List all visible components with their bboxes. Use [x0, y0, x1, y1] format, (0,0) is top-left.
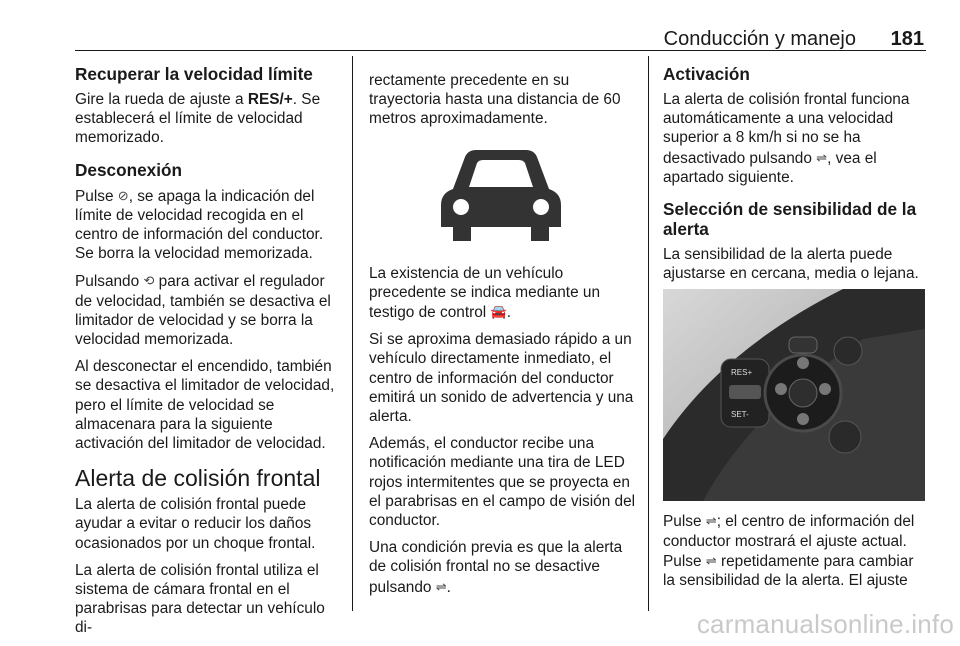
column-divider-1 — [352, 56, 353, 611]
cruise-control-icon: ⟲ — [143, 273, 155, 289]
paragraph-disconnect-1: Pulse ⊘, se apaga la indicación del límite de velocidad recogida en el centro de información del conductor. Se borra la velocidad memorizada. — [75, 187, 324, 263]
steering-wheel-controls-image — [663, 289, 925, 501]
steering-wheel-photo — [663, 289, 925, 501]
paragraph-continuation: rectamente precedente en su trayectoria hasta una distancia de 60 metros aproximadamente. — [369, 72, 621, 128]
header-rule — [75, 50, 926, 51]
paragraph-recover: Gire la rueda de ajuste a RES/+. Se establecerá el límite de velocidad memorizado. — [75, 91, 321, 147]
heading-disconnect: Desconexión — [75, 159, 182, 180]
collision-alert-button-icon: ⇌ — [705, 513, 717, 529]
paragraph-alert-1: La alerta de colisión frontal puede ayudar a evitar o reducir los daños ocasionados por un choque frontal. — [75, 496, 316, 552]
watermark: carmanualsonline.info — [696, 609, 954, 639]
paragraph-led: Además, el conductor recibe una notificación mediante una tira de LED rojos intermitentes que se proyecta en el parabrisas en el campo de visión del conductor. — [369, 435, 636, 530]
paragraph-sensitivity: La sensibilidad de la alerta puede ajustarse en cercana, media o lejana. — [663, 246, 919, 283]
paragraph-press-2: Pulse ⇌ repetidamente para cambiar la sensibilidad de la alerta. El ajuste — [663, 552, 914, 590]
vehicle-ahead-icon — [431, 145, 571, 245]
speed-limiter-icon: ⊘ — [117, 187, 129, 203]
heading-activation: Activación — [663, 64, 750, 84]
page-header — [75, 26, 926, 48]
column-2 — [369, 71, 637, 605]
paragraph-disconnect-2: Pulsando ⟲ para activar el regulador de velocidad, también se desactiva el limitador de velocidad y se borra la velocidad memorizada. — [75, 273, 331, 349]
heading-collision-alert: Alerta de colisión frontal — [75, 465, 321, 492]
heading-recover: Recuperar la velocidad límite — [75, 64, 313, 84]
res-label: RES/+ — [247, 91, 293, 108]
paragraph-disconnect-3: Al desconectar el encendido, también se desactiva el limitador de velocidad, pero el límite de velocidad se almacenara para la siguiente activación del limitador de velocidad. — [75, 358, 335, 453]
page-number: 181 — [890, 28, 924, 50]
vehicle-ahead-illustration — [369, 137, 634, 252]
column-divider-2 — [648, 56, 649, 611]
paragraph-vehicle-ahead: La existencia de un vehículo precedente se indica mediante un testigo de control 🚘. — [369, 264, 601, 322]
vehicle-ahead-small-icon: 🚘 — [490, 304, 507, 320]
res-plus-label: RES+ — [731, 368, 753, 378]
collision-alert-button-icon: ⇌ — [435, 578, 447, 594]
paragraph-activation: La alerta de colisión frontal funciona automáticamente a una velocidad superior a 8 km/h si no se ha desactivado pulsando ⇌, vea el apartado siguiente. — [663, 91, 910, 186]
set-minus-label: SET- — [731, 410, 749, 420]
section-title: Conducción y manejo — [663, 28, 856, 50]
heading-sensitivity: Selección de sensibilidad de la alerta — [663, 199, 917, 240]
column-3 — [663, 64, 928, 598]
collision-alert-button-icon: ⇌ — [816, 149, 828, 165]
paragraph-approach-fast: Si se aproxima demasiado rápido a un vehículo directamente inmediato, el centro de información del conductor emitirá un sonido de advertencia y una alerta. — [369, 331, 634, 426]
paragraph-press-1: Pulse ⇌; el centro de información del conductor mostrará el ajuste actual. — [663, 513, 915, 550]
paragraph-condition: Una condición previa es que la alerta de colisión frontal no se desactive pulsando ⇌. — [369, 539, 623, 596]
collision-alert-button-icon: ⇌ — [705, 552, 717, 568]
paragraph-alert-2: La alerta de colisión frontal utiliza el sistema de cámara frontal en el parabrisas para detectar un vehículo di- — [75, 561, 325, 637]
column-1 — [75, 64, 343, 646]
